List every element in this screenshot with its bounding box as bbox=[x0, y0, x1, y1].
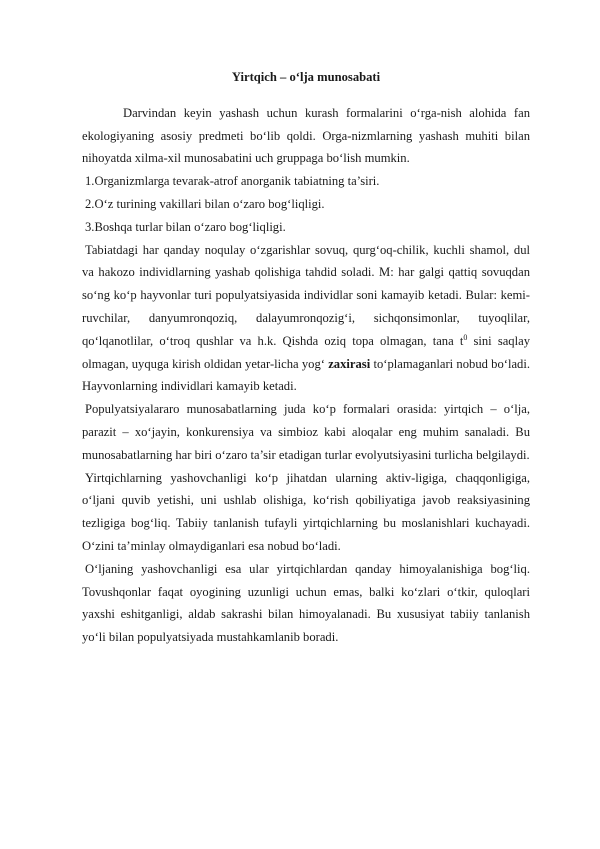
paragraph-interpopulation: Populyatsiyalararo munosabatlarning juda ko‘p formalari orasida: yirtqich – o‘lja, parazit – xo‘jayin, konkurensiya va simbioz kabi aloqalar eng muhim sanaladi. Bu munosabatlarning har biri o‘zaro ta’sir etadigan turlar evolyutsiyasini turlicha belgilaydi. bbox=[82, 402, 530, 462]
list-item-2: 2.O‘z turining vakillari bilan o‘zaro bog‘liqligi. bbox=[85, 196, 325, 211]
paragraph-prey: O‘ljaning yashovchanligi esa ular yirtqichlardan qanday himoyalanishiga bog‘liq. Tovushqonlar faqat oyogining uzunligi uchun emas, balki ko‘zlari o‘tkir, quloqlari yaxshi eshitganligi, aldab sakrashi bilan himoyalanadi. Bu xususiyat tabiiy tanlanish yo‘li bilan populyatsiyada mustahkamlanib boradi. bbox=[82, 561, 530, 645]
temperature-superscript: 0 bbox=[463, 332, 468, 342]
paragraph-natural-changes bbox=[82, 239, 530, 399]
list-item-3: 3.Boshqa turlar bilan o‘zaro bog‘liqligi. bbox=[85, 219, 286, 234]
paragraph-natural-changes-text-1: Tabiatdagi har qanday noqulay o‘zgarishlar sovuq, qurg‘oq-chilik, kuchli shamol, dul va hakozo individlarning yashab qolishiga tahdid soladi. M: har galgi qattiq sovuqdan so‘ng ko‘p hayvonlar turi populyatsiyasida individlar soni kamayib ketadi. Bular: kemi-ruvchilar, danyumronqoziq, dalayumronqozig‘i, sichqonsimonlar, tuyoqlilar, qo‘lqanotlilar, o‘troq qushlar va h.k. Qishda oziq topa olmagan, tana t bbox=[82, 242, 530, 348]
paragraph-predators: Yirtqichlarning yashovchanligi ko‘p jihatdan ularning aktiv-ligiga, chaqqonligiga, o‘ljani quvib yetishi, uni ushlab olishiga, ko‘rish qobiliyatiga javob reaksiyasining tezligiga bog‘liq. Tabiiy tanlanish tufayli yirtqichlarning bu moslanishlari kuchayadi. O‘zini ta’minlay olmaydiganlari esa nobud bo‘ladi. bbox=[82, 470, 530, 553]
paragraph-natural-changes-text-3: to‘plamaganlari nobud bo‘ladi. Hayvonlarning individlari kamayib ketadi. bbox=[82, 356, 530, 394]
bold-term-zaxirasi: zaxirasi bbox=[328, 356, 371, 371]
paragraph-natural-changes-text-2: sini saqlay olmagan, uyquga kirish oldidan yetar-licha yog‘ bbox=[82, 333, 530, 371]
document-body bbox=[82, 66, 530, 649]
intro-paragraph: Darvindan keyin yashash uchun kurash formalarini o‘rga-nish alohida fan ekologiyaning asosiy predmeti bo‘lib qoldi. Orga-nizmlarning yashash muhiti bilan nihoyatda xilma-xil munosabatini uch gruppaga bo‘lish mumkin. bbox=[82, 105, 530, 166]
list-item-1: 1.Organizmlarga tevarak-atrof anorganik tabiatning ta’siri. bbox=[85, 174, 380, 189]
document-title: Yirtqich – o‘lja munosabati bbox=[231, 70, 381, 84]
